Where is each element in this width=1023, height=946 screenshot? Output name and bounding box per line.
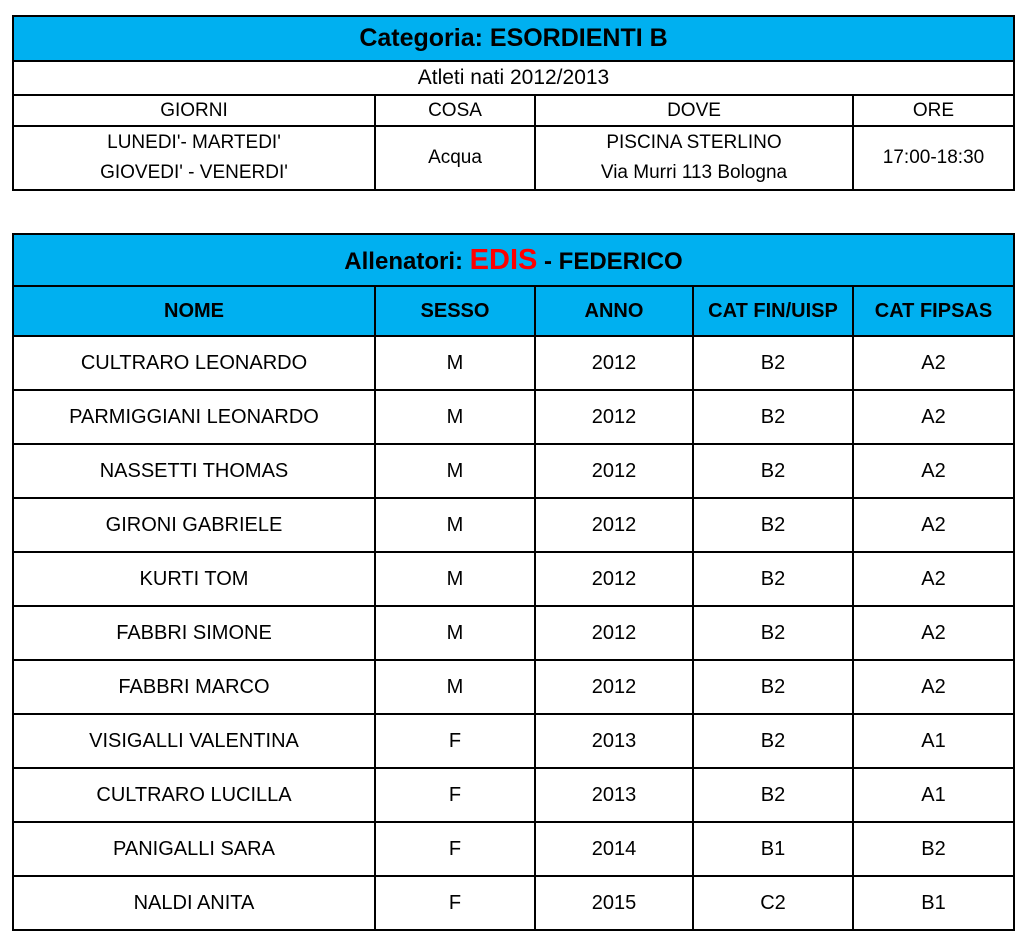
cell-sesso: F	[375, 768, 535, 822]
coaches-rest: - FEDERICO	[544, 247, 683, 275]
coaches-title	[13, 234, 1014, 286]
cell-sesso: F	[375, 876, 535, 930]
cell-cat-fipsas: A2	[853, 336, 1014, 390]
cell-sesso: M	[375, 498, 535, 552]
cell-cat-fipsas: A2	[853, 444, 1014, 498]
header-anno: ANNO	[535, 286, 693, 336]
cell-cat-fin-uisp: C2	[693, 876, 853, 930]
cell-nome: GIRONI GABRIELE	[13, 498, 375, 552]
cell-nome: FABBRI MARCO	[13, 660, 375, 714]
category-title: Categoria: ESORDIENTI B	[13, 16, 1014, 61]
cell-cat-fin-uisp: B2	[693, 498, 853, 552]
category-subtitle: Atleti nati 2012/2013	[13, 61, 1014, 95]
cell-cat-fipsas: A2	[853, 552, 1014, 606]
cell-cat-fin-uisp: B2	[693, 552, 853, 606]
cell-cat-fipsas: A2	[853, 606, 1014, 660]
cell-nome: CULTRARO LEONARDO	[13, 336, 375, 390]
cell-cat-fin-uisp: B2	[693, 606, 853, 660]
cell-cat-fin-uisp: B2	[693, 444, 853, 498]
cell-cat-fipsas: A2	[853, 390, 1014, 444]
cell-sesso: M	[375, 606, 535, 660]
cell-anno: 2012	[535, 552, 693, 606]
cell-sesso: F	[375, 822, 535, 876]
roster-table	[12, 233, 1015, 931]
table-row	[13, 768, 1014, 822]
cell-sesso: M	[375, 390, 535, 444]
cell-anno: 2012	[535, 336, 693, 390]
table-row	[13, 876, 1014, 930]
table-row	[13, 444, 1014, 498]
cell-anno: 2013	[535, 768, 693, 822]
header-nome: NOME	[13, 286, 375, 336]
cell-anno: 2012	[535, 444, 693, 498]
cell-anno: 2013	[535, 714, 693, 768]
cell-nome: CULTRARO LUCILLA	[13, 768, 375, 822]
cell-sesso: M	[375, 444, 535, 498]
table-row	[13, 714, 1014, 768]
cell-sesso: M	[375, 660, 535, 714]
table-row	[13, 498, 1014, 552]
cell-nome: PARMIGGIANI LEONARDO	[13, 390, 375, 444]
giorni-line-2: GIOVEDI' - VENERDI'	[100, 162, 288, 183]
dove-cell	[535, 126, 853, 190]
cell-cat-fipsas: A2	[853, 660, 1014, 714]
cell-anno: 2012	[535, 498, 693, 552]
cell-sesso: M	[375, 552, 535, 606]
cell-anno: 2015	[535, 876, 693, 930]
table-row	[13, 660, 1014, 714]
cell-sesso: F	[375, 714, 535, 768]
cell-nome: NALDI ANITA	[13, 876, 375, 930]
cell-cat-fipsas: B1	[853, 876, 1014, 930]
cell-cat-fin-uisp: B2	[693, 714, 853, 768]
ore-cell: 17:00-18:30	[853, 126, 1014, 190]
cell-cat-fin-uisp: B2	[693, 768, 853, 822]
cosa-cell: Acqua	[375, 126, 535, 190]
dove-line-2: Via Murri 113 Bologna	[600, 162, 788, 183]
table-row	[13, 390, 1014, 444]
cell-nome: NASSETTI THOMAS	[13, 444, 375, 498]
giorni-line-1: LUNEDI'- MARTEDI'	[107, 132, 281, 153]
header-cat-fipsas: CAT FIPSAS	[853, 286, 1014, 336]
header-dove: DOVE	[535, 95, 853, 126]
cell-anno: 2012	[535, 660, 693, 714]
table-row	[13, 606, 1014, 660]
header-sesso: SESSO	[375, 286, 535, 336]
cell-nome: FABBRI SIMONE	[13, 606, 375, 660]
schedule-table	[12, 15, 1015, 191]
cell-cat-fipsas: B2	[853, 822, 1014, 876]
table-row	[13, 336, 1014, 390]
cell-cat-fipsas: A1	[853, 714, 1014, 768]
cell-nome: PANIGALLI SARA	[13, 822, 375, 876]
coach-highlight: EDIS	[469, 243, 538, 276]
cell-anno: 2014	[535, 822, 693, 876]
cell-nome: KURTI TOM	[13, 552, 375, 606]
cell-sesso: M	[375, 336, 535, 390]
cell-cat-fin-uisp: B1	[693, 822, 853, 876]
header-cosa: COSA	[375, 95, 535, 126]
dove-line-1: PISCINA STERLINO	[606, 132, 782, 153]
cell-cat-fin-uisp: B2	[693, 390, 853, 444]
coaches-label: Allenatori:	[344, 247, 463, 275]
cell-cat-fin-uisp: B2	[693, 336, 853, 390]
header-ore: ORE	[853, 95, 1014, 126]
cell-cat-fipsas: A2	[853, 498, 1014, 552]
header-giorni: GIORNI	[13, 95, 375, 126]
header-cat-fin-uisp: CAT FIN/UISP	[693, 286, 853, 336]
table-row	[13, 822, 1014, 876]
cell-anno: 2012	[535, 606, 693, 660]
cell-nome: VISIGALLI VALENTINA	[13, 714, 375, 768]
table-row	[13, 552, 1014, 606]
cell-anno: 2012	[535, 390, 693, 444]
cell-cat-fipsas: A1	[853, 768, 1014, 822]
cell-cat-fin-uisp: B2	[693, 660, 853, 714]
giorni-cell	[13, 126, 375, 190]
